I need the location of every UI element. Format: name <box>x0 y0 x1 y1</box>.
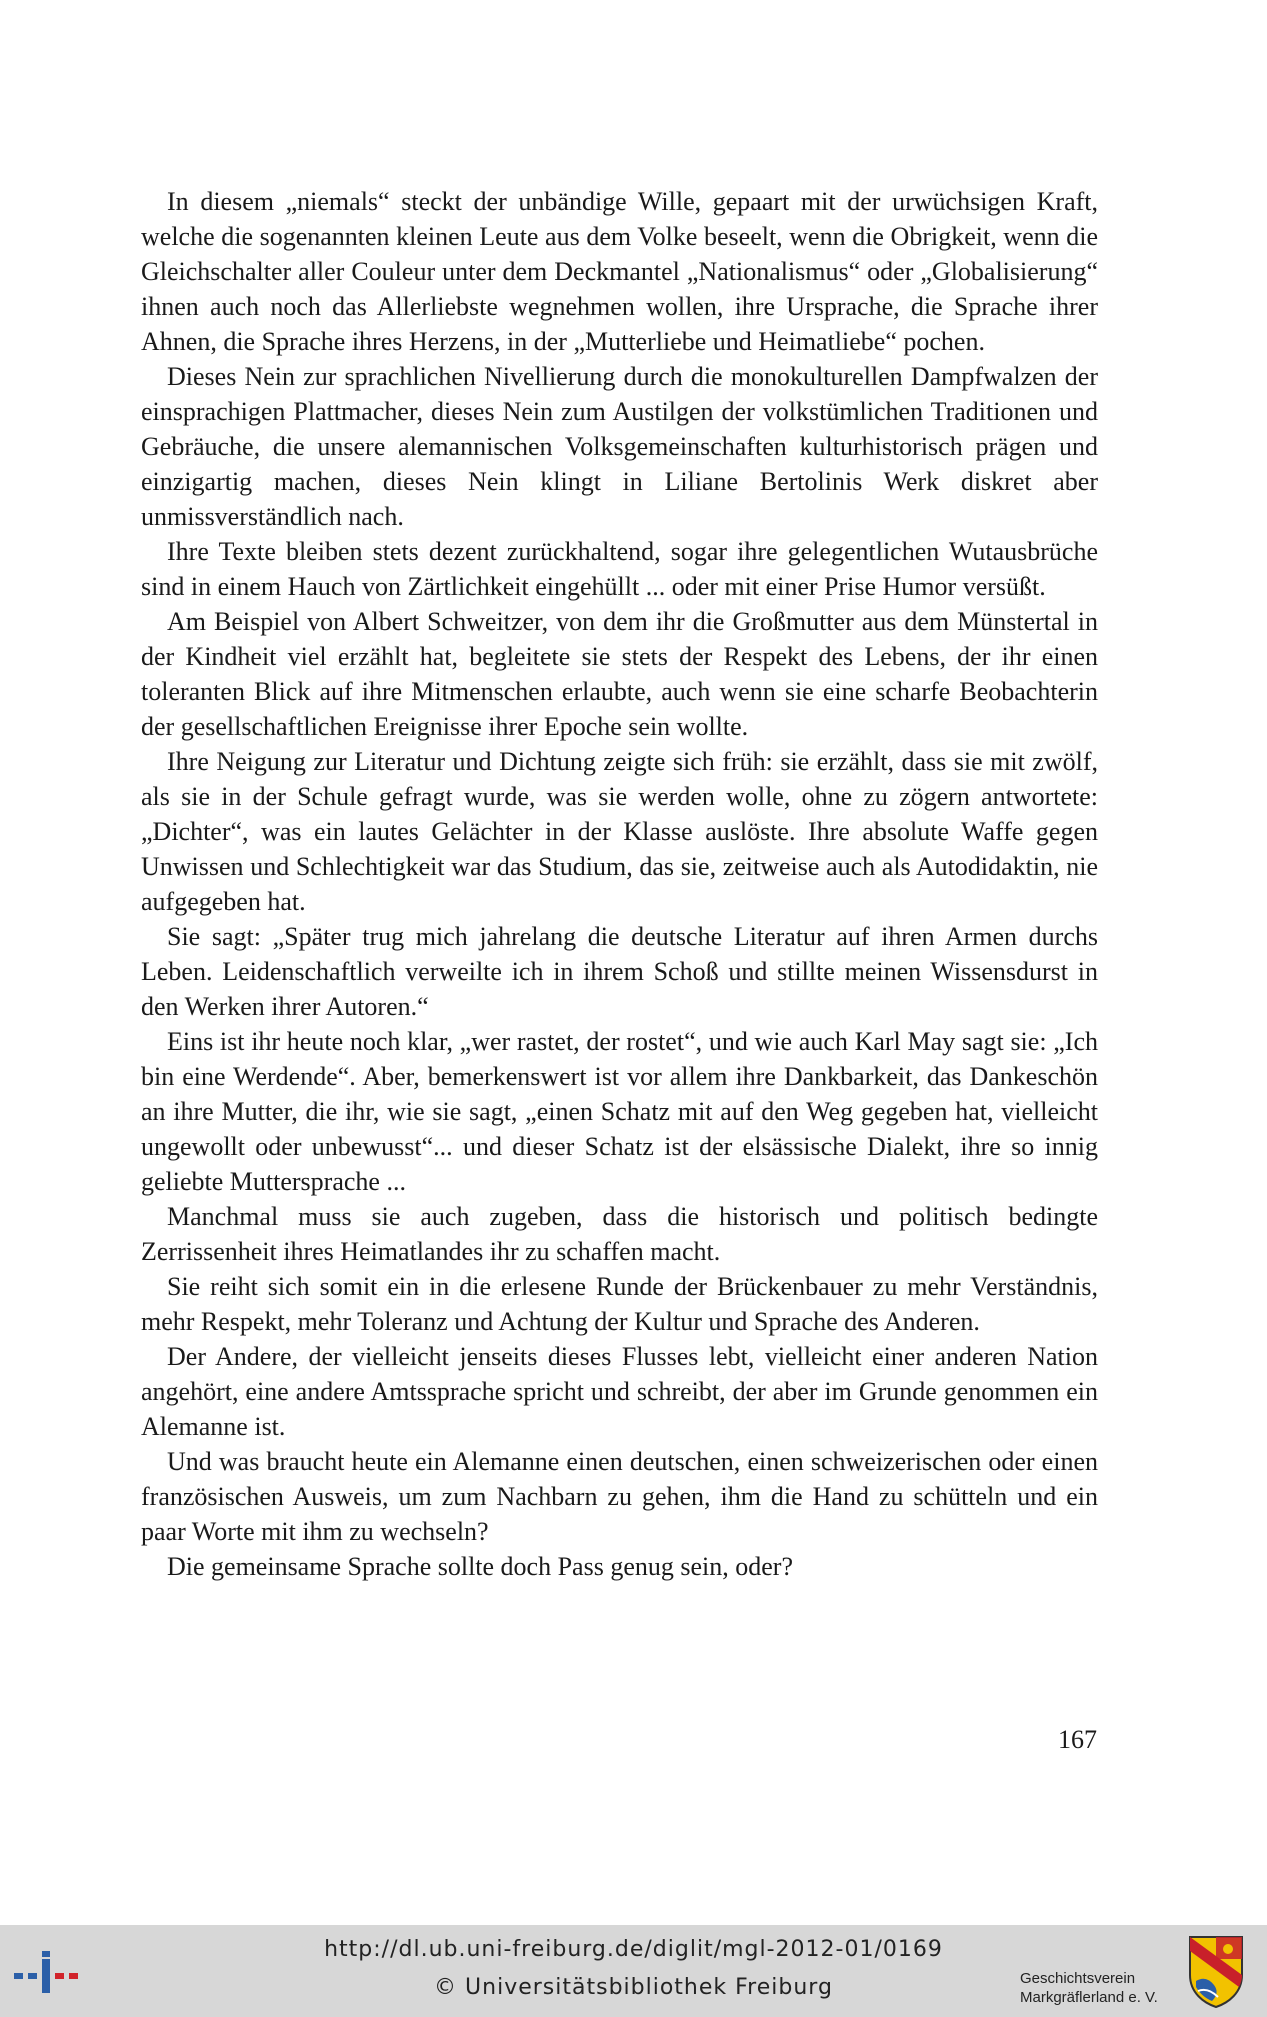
footer-copyright: © Universitätsbibliothek Freiburg <box>434 1975 833 2000</box>
footer-bar <box>0 1925 1267 2017</box>
footer-url-link[interactable]: http://dl.ub.uni-freiburg.de/diglit/mgl-2012-01/0169 <box>324 1937 943 1962</box>
paragraph-7: Eins ist ihr heute noch klar, „wer rastet, der rostet“, und wie auch Karl May sagt sie: „Ich bin eine Werdende“. Aber, bemerkenswert ist vor allem ihre Dankbarkeit, das Dankeschön an ihre Mutter, die ihr, wie sie sagt, „einen Schatz mit auf den Weg gegeben hat, vielleicht ungewollt oder unbewusst“... und dieser Schatz ist der elsässische Dialekt, ihre so innig geliebte Muttersprache ... <box>141 1027 1098 1196</box>
footer-organization <box>1020 1969 1158 2007</box>
paragraph-4: Am Beispiel von Albert Schweitzer, von dem ihr die Großmutter aus dem Münstertal in der Kindheit viel erzählt hat, begleitete sie stets der Respekt des Lebens, der ihr einen toleranten Blick auf ihre Mitmenschen erlaubte, auch wenn sie eine scharfe Beobachterin der gesellschaftlichen Ereignisse ihrer Epoche sein wollte. <box>141 607 1098 741</box>
paragraph-10: Der Andere, der vielleicht jenseits dieses Flusses lebt, vielleicht einer anderen Nation angehört, eine andere Amtssprache spricht und schreibt, der aber im Grunde genommen ein Alemanne ist. <box>141 1342 1098 1441</box>
body-text <box>141 184 1098 1584</box>
paragraph-8: Manchmal muss sie auch zugeben, dass die historisch und politisch bedingte Zerrissenheit ihres Heimatlandes ihr zu schaffen macht. <box>141 1202 1098 1266</box>
paragraph-9: Sie reiht sich somit ein in die erlesene Runde der Brückenbauer zu mehr Verständnis, mehr Respekt, mehr Toleranz und Achtung der Kultur und Sprache des Anderen. <box>141 1272 1098 1336</box>
paragraph-6: Sie sagt: „Später trug mich jahrelang die deutsche Literatur auf ihren Armen durchs Leben. Leidenschaftlich verweilte ich in ihrem Schoß und stillte meinen Wissensdurst in den Werken ihrer Autoren.“ <box>141 922 1098 1021</box>
org-name-line-2: Markgräflerland e. V. <box>1020 1989 1158 2006</box>
coat-of-arms-icon[interactable] <box>1188 1935 1244 2009</box>
paragraph-5: Ihre Neigung zur Literatur und Dichtung zeigte sich früh: sie erzählt, dass sie mit zwölf, als sie in der Schule gefragt wurde, was sie werden wolle, ohne zu zögern antwortete: „Dichter“, was ein lautes Gelächter in der Klasse auslöste. Ihre absolute Waffe gegen Unwissen und Schlechtigkeit war das Studium, das sie, zeitweise auch als Autodidaktin, nie aufgegeben hat. <box>141 747 1098 916</box>
paragraph-11: Und was braucht heute ein Alemanne einen deutschen, einen schweizerischen oder einen französischen Ausweis, um zum Nachbarn zu gehen, ihm die Hand zu schütteln und ein paar Worte mit ihm zu wechseln? <box>141 1447 1098 1546</box>
paragraph-2: Dieses Nein zur sprachlichen Nivellierung durch die monokulturellen Dampfwalzen der einsprachigen Plattmacher, dieses Nein zum Austilgen der volkstümlichen Traditionen und Gebräuche, die unsere alemannischen Volksgemeinschaften kulturhistorisch prägen und einzigartig machen, dieses Nein klingt in Liliane Bertolinis Werk diskret aber unmissverständlich nach. <box>141 362 1098 531</box>
paragraph-12: Die gemeinsame Sprache sollte doch Pass genug sein, oder? <box>167 1552 793 1581</box>
paragraph-3: Ihre Texte bleiben stets dezent zurückhaltend, sogar ihre gelegentlichen Wutausbrüche sind in einem Hauch von Zärtlichkeit eingehüllt ... oder mit einer Prise Humor versüßt. <box>141 537 1098 601</box>
paragraph-1: In diesem „niemals“ steckt der unbändige Wille, gepaart mit der urwüchsigen Kraft, welche die sogenannten kleinen Leute aus dem Volke beseelt, wenn die Obrigkeit, wenn die Gleichschalter aller Couleur unter dem Deckmantel „Nationalismus“ oder „Globalisierung“ ihnen auch noch das Allerliebste wegnehmen wollen, ihre Ursprache, die Sprache ihrer Ahnen, die Sprache ihres Herzens, in der „Mutterliebe und Heimatliebe“ pochen. <box>141 187 1098 356</box>
page-number: 167 <box>1058 1725 1097 1754</box>
org-name-line-1: Geschichtsverein <box>1020 1970 1136 1987</box>
